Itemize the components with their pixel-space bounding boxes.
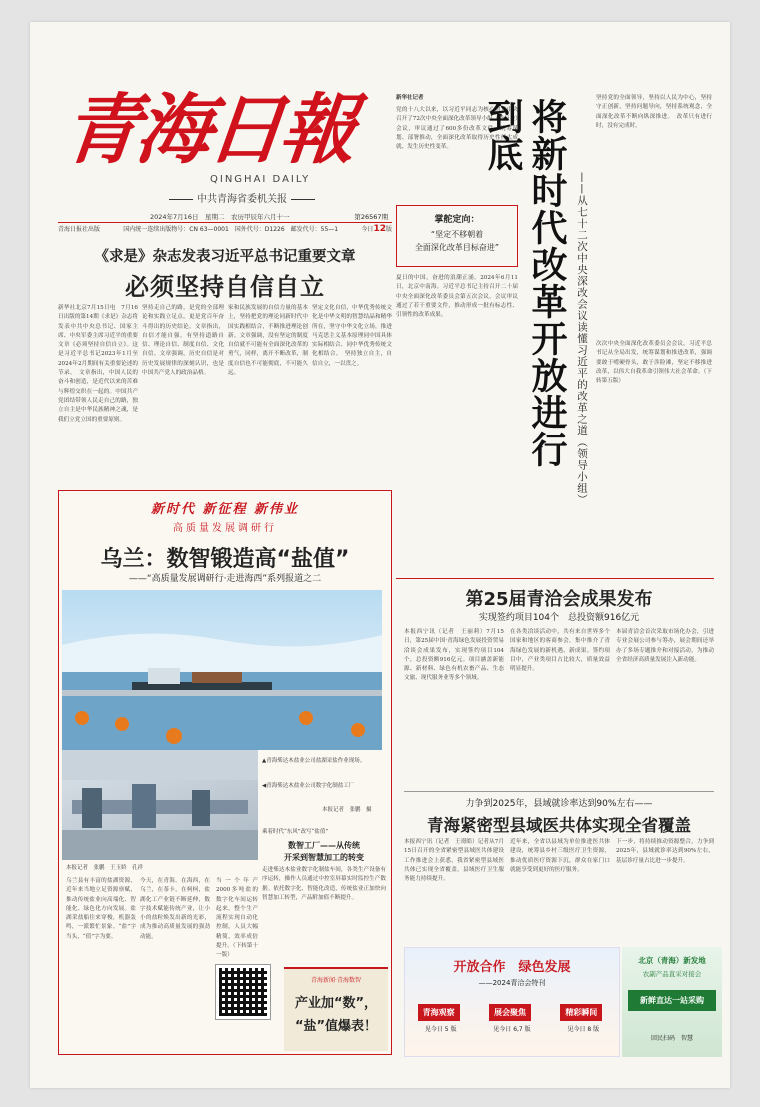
meeting-column-2: 在各类洽谈活动中，共有来自世界多个国家和地区的客商参会，集中推介了青海绿色发展的新机遇、新成果。签约项目中，产业类项目占比较大，质量效益明显提升。 — [510, 629, 610, 673]
salt-lake-illustration — [62, 590, 382, 750]
divider-2 — [404, 791, 714, 792]
meeting-headline: 第25届青洽会成果发布 — [465, 589, 653, 610]
newspaper-page — [30, 22, 730, 1088]
special-edition-ad[interactable] — [404, 947, 620, 1057]
photo-caption-2: ◀青海柴达木盐业公司数字化制盐工厂 — [262, 783, 355, 789]
factory-illustration — [62, 750, 258, 860]
feature-byline: 本报记者 张鹏 王玉娇 孔祥 — [66, 865, 144, 871]
side-title-1: 数智工厂——从传统 — [288, 841, 360, 850]
lead-kicker: 《求是》杂志发表习近平总书记重要文章 — [94, 249, 356, 265]
registration-codes: 国内统一连续出版物号：CN 63—0001 国外代号：D1226 邮发代号：55—1 — [123, 226, 339, 233]
side-title-2: 开采到智慧加工的转变 — [284, 853, 364, 862]
lead-headline: 必须坚持自信自立 — [125, 273, 325, 301]
promo-kicker: 青海新闻·青海数智 — [311, 977, 361, 984]
lead-column-4: 坚定文化自信，中华优秀传统文化是中华文明的智慧结晶和精华所在，坚守中华文化立场，推进马克思主义基本原理同中国具体实际相结合、同中华优秀传统文化相结合。 坚持独立自主，自信自立，一以贯之。 — [312, 305, 392, 367]
promo-box[interactable] — [284, 967, 388, 1051]
promo-line-1: 产业加“数”， — [294, 996, 378, 1011]
health-column-3: 下一步，将持续推动资源整合，力争到2025年，县域就诊率达到90%左右，基层诊疗量占比进一步提升。 — [616, 839, 714, 864]
pill1-pages: 见今日 5 版 — [424, 1026, 457, 1033]
masthead-title-en: QINGHAI DAILY — [210, 174, 311, 185]
box-title: 掌舵定向： — [434, 215, 480, 225]
reform-column-1: 夏日的中国，奋进的浪潮正涌。2024年6月11日，北京中南海。习近平总书记主持召开二十届中央全面深化改革委员会第五次会议。会议审议通过了若干重要文件，推动形成一批有标志性、引领性的改革成果。 — [396, 275, 518, 319]
factory-photo — [62, 750, 258, 860]
feature-column-2: 今天，在青海，在海西，在乌兰，在茶卡，在柯柯，盐湖化工产业链不断延伸，数字技术赋能传统产业，让小小的盐粒焕发出新的光彩，成为推动高质量发展的强劲动能。 — [140, 878, 210, 940]
feature-banner-line2: 高质量发展调研行 — [173, 523, 277, 534]
xinfadi-ad[interactable] — [622, 947, 722, 1057]
publisher-label: 青海日报社出版 — [58, 226, 101, 233]
ad1-subtitle: ——2024青洽会特刊 — [478, 979, 546, 987]
reform-subhead-box — [396, 205, 518, 267]
health-column-2: 近年来，全省以县域为单位推进医共体建设，统筹县乡村三级医疗卫生资源，推动优质医疗资源下沉，群众在家门口就能享受到更好的医疗服务。 — [510, 839, 610, 873]
health-kicker: 力争到2025年，县域就诊率达到90%左右—— — [465, 799, 653, 809]
lead-column-2: 坚持走自己的路，是党的全部理论和实践立足点，更是党百年奋斗得出的历史结论。文章指出，自信才能自强。有坚持道路自信、理论自信、制度自信、文化自信。文章强调，历史自信是对历史发展规律的深刻认识，也是中国共产党人的政治品格。 — [142, 305, 224, 377]
feature-column-3: 当一个年产2000多吨盐的数字化车间运转起来，整个生产流程实现自动化控制，人员大幅精简，效率成倍提升。（下转第十一版） — [216, 878, 258, 959]
photo-credit: 本报记者 张鹏 摄 — [322, 807, 372, 813]
promo-line-2: “盐”值爆表！ — [294, 1019, 378, 1034]
masthead-logo: 青海日報 — [59, 85, 357, 174]
health-column-1: 本报西宁讯（记者 王璟皓）记者从7月15日召开的全省紧密型县域医共体建设工作推进会上获悉，我省紧密型县域医共体已实现全省覆盖，县域医疗卫生服务能力持续提升。 — [404, 839, 504, 883]
health-headline: 青海紧密型县域医共体实现全省覆盖 — [427, 816, 691, 835]
ad1-title: 开放合作 绿色发展 — [453, 960, 571, 975]
lead-column-3: 家和民族发展的自信力量的基本上，坚持把党的理论同新时代中国实践相结合，不断推进理论创新。文章强调，没有坚定的制度自信就不可能有全面深化改革的勇气，同样，离开不断改革，制度自信也不可能彻底，不可能久远。 — [228, 305, 308, 377]
lead-column-1: 新华社北京7月15日电 7月16日出版的第14期《求是》杂志将发表中共中央总书记、国家主席、中央军委主席习近平的重要文章《必须坚持自信自立》。这是习近平总书记2023年1月至2024年2月期间有关重要论述的节录。 文章指出，中国人民的奋斗和创造，是近代以来的苦难与辉煌交织在一起的。中国共产党团结带领人民走自己的路，独立自主是中华民族精神之魂，是我们立党立国的重要原则。 — [58, 305, 138, 423]
pill-group-1[interactable] — [418, 1000, 464, 1033]
page-count: 今日12版 — [361, 224, 392, 234]
pill-group-3[interactable] — [560, 1000, 606, 1033]
ad2-subtitle: 农副产品直采对接会 — [642, 970, 702, 978]
ad2-cta[interactable]: 新鲜直达一站采购 — [628, 990, 716, 1011]
pill-expo-focus[interactable]: 展会聚焦 — [489, 1004, 531, 1021]
feature-subhead: ——“高质量发展调研行·走进海西”系列报道之二 — [128, 574, 322, 584]
masthead-subtitle: 中共青海省委机关报 — [142, 190, 342, 205]
meeting-column-3: 本届青洽会首次采取市场化办会，引进专业会展公司参与筹办，展会期间还举办了多场专题推介和对接活动，为推动全省经济高质量发展注入新动能。 — [616, 629, 714, 663]
dateline: 2024年7月16日 星期二 农历甲辰年六月十一 — [150, 213, 290, 221]
ad1-pills — [405, 1000, 619, 1033]
reform-reporter: 新华社记者 — [396, 95, 424, 101]
pill3-pages: 见今日 8 版 — [567, 1026, 600, 1033]
side-kicker: 乘着时代“东风”改写“盐值” — [262, 829, 329, 835]
pill-qinghai-observe[interactable]: 青海观察 — [418, 1004, 460, 1021]
ad2-title: 北京（青海）新发地 — [638, 956, 706, 965]
meeting-subhead: 实现签约项目104个 总投资额916亿元 — [478, 613, 640, 623]
feature-headline: 乌兰：数智锻造高“盐值” — [100, 547, 350, 572]
feature-banner-line1: 新时代 新征程 新伟业 — [150, 502, 300, 517]
reform-intro: 党的十八大以来，以习近平同志为核心的党中央召开了72次中央全面深化改革领导小组（委员会）会议，审议通过了600多份改革文件，统筹谋划、部署推动，全面深化改革取得历史性伟大成就、发生历史性变革。 — [396, 107, 518, 151]
side-text: 走进柴达木盐业数字化制盐车间，各类生产设备有序运转，操作人员通过中控室屏幕实时监控生产数据。依托数字化、智能化改造，传统盐业正加快向智慧加工转型，产品附加值不断提升。 — [262, 867, 386, 901]
reform-vertical-sub: ——从七十二次中央深改会议读懂习近平的改革之道（领导小组） — [576, 172, 588, 506]
reform-column-2: 坚持党的全面领导，坚持以人民为中心，坚持守正创新，坚持问题导向，坚持系统观念，全面深化改革不断向纵深推进。 改革只有进行时，没有完成时。 — [596, 95, 712, 129]
pill2-pages: 见今日 6,7 版 — [493, 1026, 531, 1033]
issue-number: 第26567期 — [354, 213, 388, 221]
info-bar — [58, 222, 392, 236]
section-divider — [396, 578, 714, 579]
reform-column-3: 次次中央全面深化改革委员会会议，习近平总书记从全局出发，统筹谋划和推进改革，强调要敢于啃硬骨头，敢于涉险滩，坚定不移推进改革，以伟大自我革命引领伟大社会革命。（下转第五版） — [596, 341, 712, 385]
feature-banner — [116, 498, 334, 538]
box-line-1: “坚定不移朝着 — [430, 230, 484, 239]
feature-column-1: 乌兰县有丰富的盐湖资源，近年来当地立足资源禀赋，推动传统盐业向高端化、智能化、绿色化方向发展。盐湖采盐船往来穿梭，机器轰鸣，一派繁忙景象。“盐”字当头，“值”字为要。 — [66, 878, 136, 940]
salt-lake-photo — [62, 590, 382, 750]
box-line-2: 全面深化改革目标奋进” — [414, 243, 500, 252]
ad2-footer: 回民扫码 智慧 — [650, 1035, 693, 1042]
meeting-column-1: 本报西宁讯（记者 王丽莉）7月15日，第25届中国·青海绿色发展投资贸易洽谈会成果发布，实现签约项目104个，总投资额916亿元。项目涵盖新能源、新材料、绿色有机农畜产品、生态文旅、现代服务业等多个领域。 — [404, 629, 504, 682]
pill-highlights[interactable]: 精彩瞬间 — [560, 1004, 602, 1021]
reform-vertical-title: 将新时代改革开放进行到底 — [482, 98, 567, 468]
pill-group-2[interactable] — [489, 1000, 535, 1033]
photo-caption-1: ▲青海柴达木盐业公司盐湖采盐作业现场。 — [262, 758, 366, 764]
qr-code[interactable] — [216, 965, 270, 1019]
